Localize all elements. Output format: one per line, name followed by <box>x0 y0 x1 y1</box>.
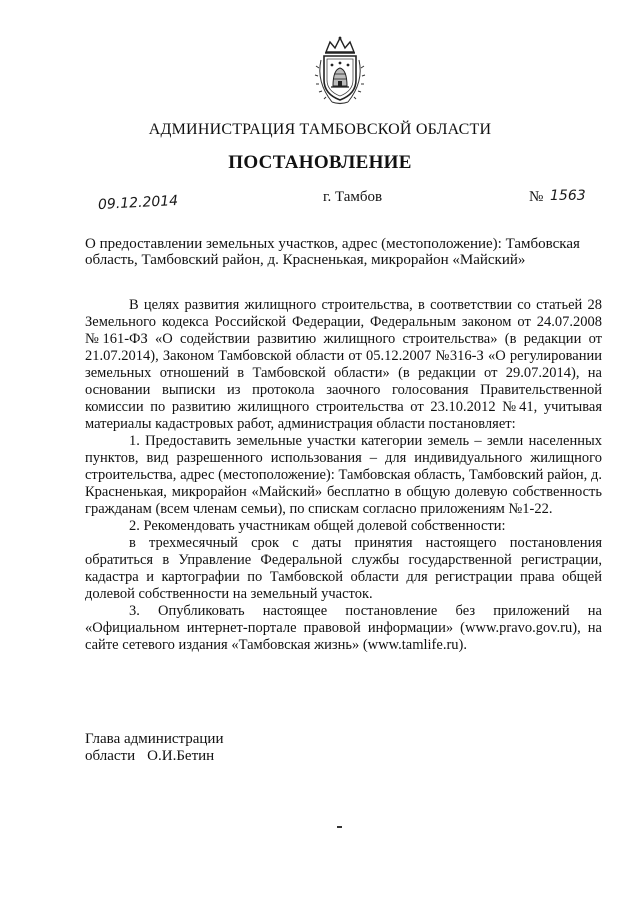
organization-title: АДМИНИСТРАЦИЯ ТАМБОВСКОЙ ОБЛАСТИ <box>148 121 492 138</box>
signature-title-line-2 <box>85 748 223 765</box>
document-body <box>85 297 602 654</box>
document-subject: О предоставлении земельных участков, адрес (местоположение): Тамбовская область, Тамбовский район, д. Красненькая, микрорайон «Майский» <box>85 236 580 268</box>
document-city: г. Тамбов <box>323 189 383 205</box>
item-2-paragraph: 2. Рекомендовать участникам общей долевой собственности: <box>129 518 506 534</box>
document-date: 09.12.2014 <box>97 192 179 214</box>
signature-title-line-1: Глава администрации <box>85 731 224 747</box>
signatory-name: О.И.Бетин <box>147 748 215 764</box>
document-number: 1563 <box>550 188 586 204</box>
item-3-paragraph: 3. Опубликовать настоящее постановление без приложений на «Официальном интернет-портале правовой информации» (www.pravo.gov.ru), на сайте сетевого издания «Тамбовская жизнь» (www.tamlife.ru). <box>85 603 602 653</box>
number-sign: № <box>529 189 544 205</box>
page-mark <box>337 826 342 828</box>
coat-of-arms-tambov-icon <box>312 34 368 106</box>
signature-block <box>85 731 223 765</box>
preamble-paragraph: В целях развития жилищного строительства, в соответствии со статьей 28 Земельного кодекса Российской Федерации, Федеральным законом от 24.07.2008 №161-ФЗ «О содействии развитию жилищного строительства» (в редакции от 21.07.2014), Законом Тамбовской области от 05.12.2007 №316-З «О регулировании земельных отношений в Тамбовской области» (в редакции от 29.07.2014), на основании выписки из протокола заочного голосования Правительственной комиссии по развитию жилищного строительства от 23.10.2012 №41, учитывая материалы кадастровых работ, администрация области постановляет: <box>85 297 602 432</box>
item-1-paragraph: 1. Предоставить земельные участки категории земель – земли населенных пунктов, вид разрешенного использования – для индивидуального жилищного строительства, адрес (местоположение): Тамбовская область, Тамбовский район, д. Красненькая, микрорайон «Майский» бесплатно в общую долевую собственность гражданам (всем членам семьи), по спискам согласно приложениям №1-22. <box>85 433 602 517</box>
item-2-text-paragraph: в трехмесячный срок с даты принятия настоящего постановления обратиться в Управление Федеральной службы государственной регистрации, кадастра и картографии по Тамбовской области для регистрации права общей долевой собственности на земельный участок. <box>85 535 602 602</box>
signature-title-region: области <box>85 748 136 764</box>
document-type-title: ПОСТАНОВЛЕНИЕ <box>228 152 412 173</box>
